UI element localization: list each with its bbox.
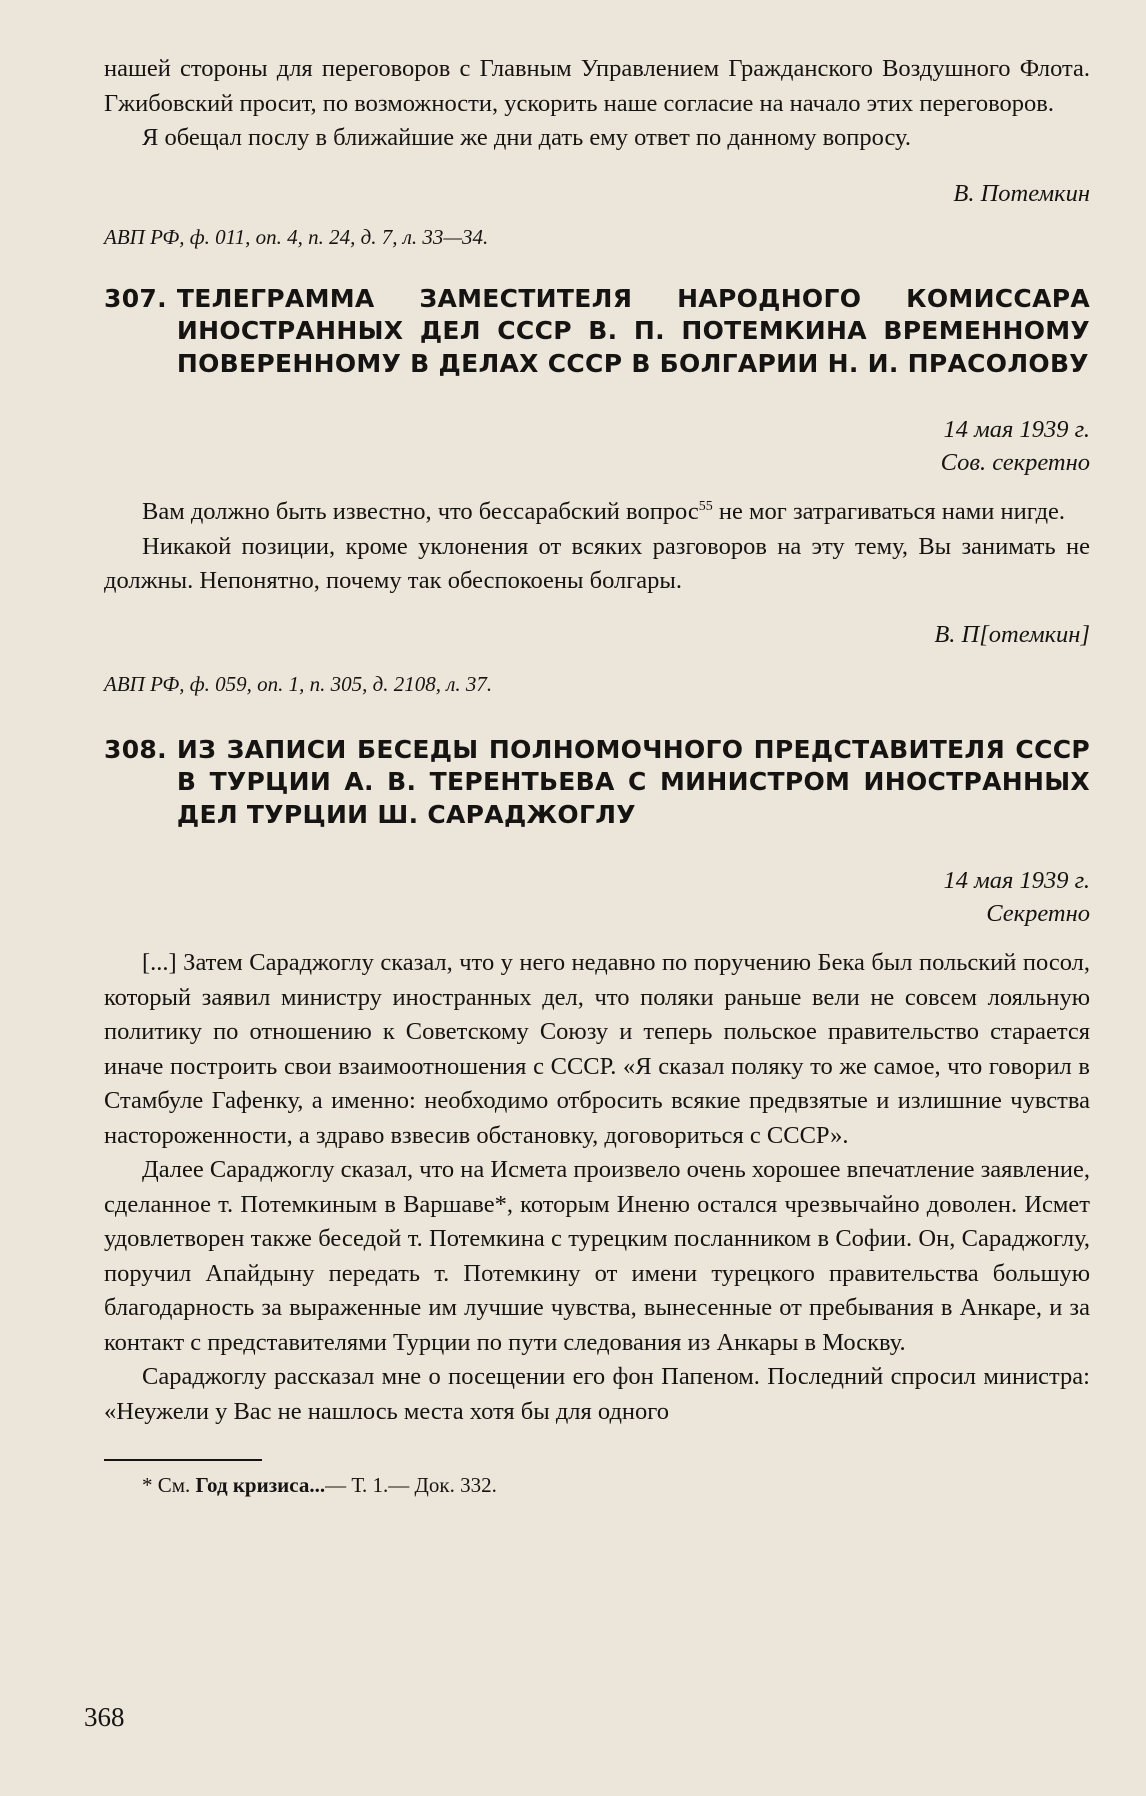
- doc308-title: ИЗ ЗАПИСИ БЕСЕДЫ ПОЛНОМОЧНОГО ПРЕДСТАВИТЕЛЯ СССР В ТУРЦИИ А. В. ТЕРЕНТЬЕВА С МИНИСТРОМ ИНОСТРАННЫХ ДЕЛ ТУРЦИИ Ш. САРАДЖОГЛУ: [176, 734, 1090, 829]
- footnote: [104, 1471, 1090, 1499]
- intro-paragraph-2: Я обещал послу в ближайшие же дни дать ему ответ по данному вопросу.: [142, 124, 911, 151]
- doc307-paragraph-1: [104, 495, 1090, 530]
- doc308-date: 14 мая 1939 г.: [943, 867, 1090, 894]
- doc307-date: 14 мая 1939 г.: [943, 416, 1090, 443]
- doc308-paragraph-2: Далее Сараджоглу сказал, что на Исмета произвело очень хорошее впечатление заявление, сделанное т. Потемкиным в Варшаве*, которым Иненю остался чрезвычайно доволен. Исмет удовлетворен также беседой т. Потемкина с турецким посланником в Софии. Он, Сараджоглу, поручил Апайдыну передать т. Потемкину от имени турецкого правительства большую благодарность за выраженные им лучшие чувства, вынесенные от пребывания в Анкаре, и за контакт с представителями Турции по пути следования из Анкары в Москву.: [104, 1156, 1090, 1356]
- doc307-paragraph-2: Никакой позиции, кроме уклонения от всяких разговоров на эту тему, Вы занимать не должны. Непонятно, почему так обеспокоены болгары.: [104, 532, 1090, 594]
- doc307-note-ref: 55: [698, 498, 713, 514]
- text-column: [104, 52, 1090, 1499]
- intro-archive-source: АВП РФ, ф. 011, оп. 4, п. 24, д. 7, л. 33—34.: [104, 224, 489, 249]
- footnote-mark: * См.: [142, 1473, 191, 1497]
- doc308-paragraph-1: [...] Затем Сараджоглу сказал, что у него недавно по поручению Бека был польский посол, который заявил министру иностранных дел, что поляки раньше вели не совсем лояльную политику по отношению к Советскому Союзу и теперь польское правительство старается иначе построить свои взаимоотношения с СССР. «Я сказал поляку то же самое, что говорил в Стамбуле Гафенку, а именно: необходимо отбросить всякие предвзятые и излишние чувства настороженности, а здраво взвесив обстановку, договориться с СССР».: [104, 949, 1090, 1149]
- footnote-reference: — Т. 1.— Док. 332.: [325, 1473, 497, 1497]
- doc308-number: 308.: [104, 734, 167, 764]
- intro-signature: В. Потемкин: [953, 179, 1090, 207]
- doc307-classification: Сов. секретно: [940, 449, 1090, 476]
- doc307-heading: [104, 283, 1090, 381]
- intro-paragraph-1: нашей стороны для переговоров с Главным Управлением Гражданского Воздушного Флота. Гжибовский просит, по возможности, ускорить наше согласие на начало этих переговоров.: [104, 55, 1090, 117]
- page-number: 368: [84, 1702, 125, 1732]
- doc307-archive-source: АВП РФ, ф. 059, оп. 1, п. 305, д. 2108, л. 37.: [104, 671, 493, 696]
- doc307-title: ТЕЛЕГРАММА ЗАМЕСТИТЕЛЯ НАРОДНОГО КОМИССАРА ИНОСТРАННЫХ ДЕЛ СССР В. П. ПОТЕМКИНА ВРЕМЕННОМУ ПОВЕРЕННОМУ В ДЕЛАХ СССР В БОЛГАРИИ Н. И. ПРАСОЛОВУ: [176, 283, 1090, 378]
- doc308-classification: Секретно: [986, 900, 1090, 927]
- footnote-title: Год кризиса...: [195, 1473, 326, 1497]
- doc307-number: 307.: [104, 283, 167, 313]
- doc307-p1-text-end: не мог затрагиваться нами нигде.: [712, 498, 1066, 525]
- footnote-divider: [104, 1459, 262, 1461]
- doc307-p1-text: Вам должно быть известно, что бессарабский вопрос: [142, 498, 699, 525]
- doc308-heading: [104, 734, 1090, 832]
- doc307-signature: В. П[отемкин]: [934, 620, 1090, 648]
- doc308-paragraph-3: Сараджоглу рассказал мне о посещении его фон Папеном. Последний спросил министра: «Неужели у Вас не нашлось места хотя бы для одного: [104, 1363, 1090, 1425]
